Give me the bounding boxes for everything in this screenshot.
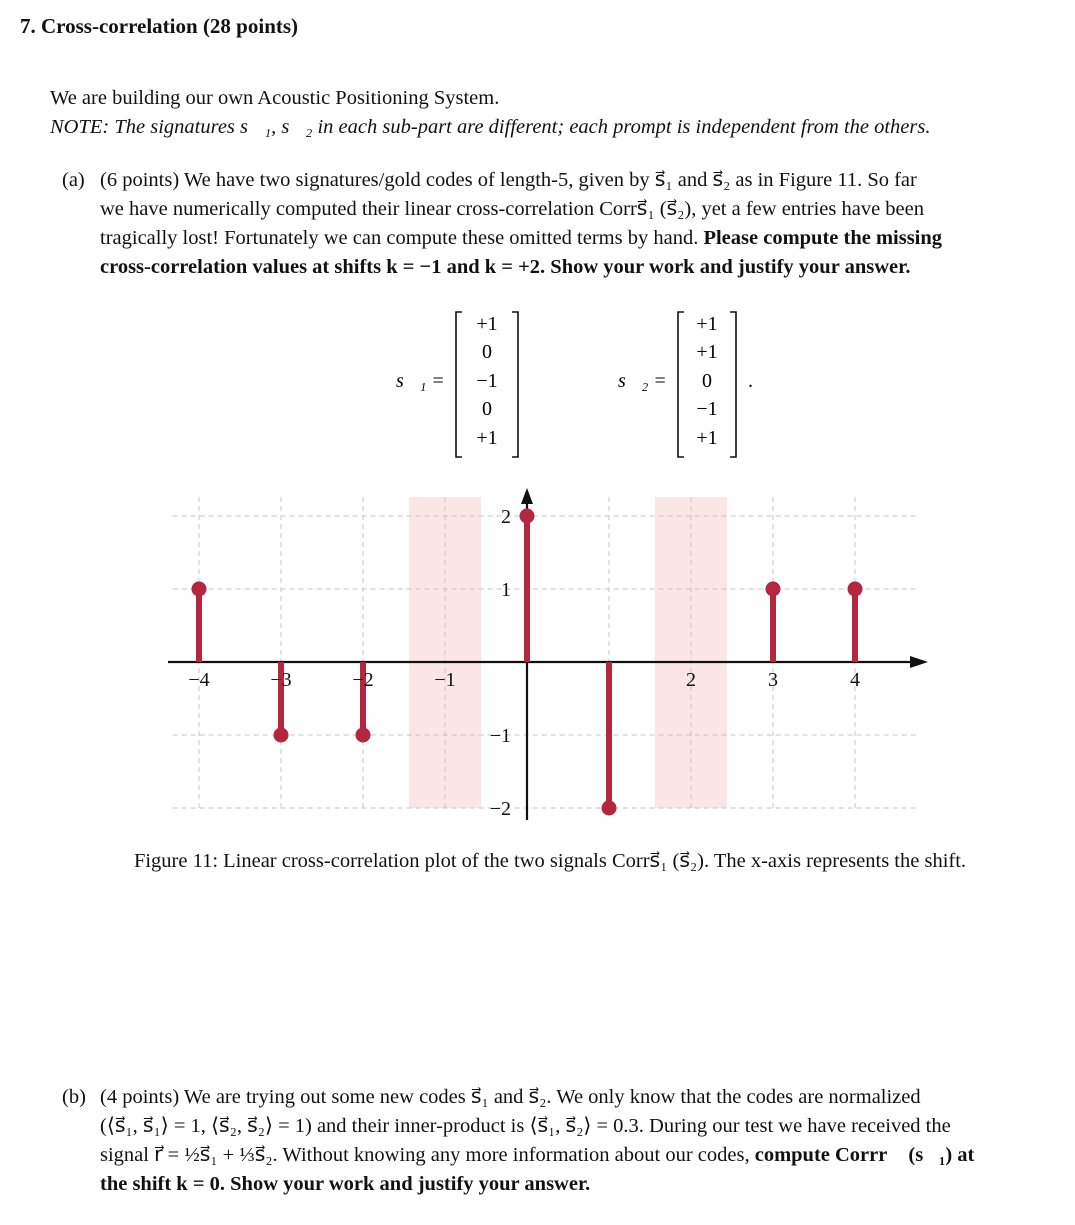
x-axis-arrow (910, 656, 928, 668)
part-a (62, 166, 1052, 282)
s1-entry: +1 (476, 313, 498, 335)
s1-label: s⃗₁ = (396, 370, 445, 392)
problem-heading: 7. Cross-correlation (28 points) (20, 14, 299, 38)
intro-line: We are building our own Acoustic Positioning System. (50, 87, 500, 109)
s2-entry: +1 (696, 427, 718, 449)
stem-marker (356, 728, 371, 743)
s1-entry: +1 (476, 427, 498, 449)
s2-entry: −1 (696, 398, 718, 420)
y-tick-label: −1 (489, 725, 511, 747)
missing-shift-highlights (409, 497, 727, 808)
stem-marker (192, 582, 207, 597)
y-tick-label: 2 (501, 506, 511, 528)
y-tick-label: −2 (489, 798, 511, 820)
part-b-line4: the shift k = 0. Show your work and justify your answer. (100, 1173, 591, 1195)
axes (168, 488, 928, 820)
part-a-line2: we have numerically computed their linear cross-correlation Corrs⃗₁ (s⃗₂), yet a few entries have been (100, 198, 924, 220)
s1-entries (476, 313, 497, 449)
s2-entry: +1 (696, 313, 718, 335)
s2-entries (696, 313, 717, 449)
problem-intro (50, 84, 931, 142)
vector-period: . (748, 370, 753, 392)
stem-marker (602, 801, 617, 816)
signature-vectors (0, 300, 1075, 470)
grid-lines (173, 497, 917, 808)
stem-marker (848, 582, 863, 597)
s2-entry: 0 (702, 370, 712, 392)
s2-label: s⃗₂ = (618, 370, 667, 392)
x-tick-label: −3 (270, 669, 292, 691)
s1-entry: −1 (476, 370, 498, 392)
stem-marker (520, 509, 535, 524)
s2-entry: +1 (696, 341, 718, 363)
part-b (62, 1083, 1052, 1199)
x-tick-label: −4 (188, 669, 210, 691)
part-b-line3: signal r⃗ = ½s⃗₁ + ⅓s⃗₂. Without knowing any more information about our codes, (100, 1144, 755, 1166)
part-a-label: (a) (62, 169, 85, 191)
part-a-line3-bold: Please compute the missing (703, 227, 943, 249)
part-a-line4: cross-correlation values at shifts k = −1 and k = +2. Show your work and justify your answer. (100, 256, 911, 278)
x-tick-label: −1 (434, 669, 456, 691)
part-b-label: (b) (62, 1086, 86, 1108)
y-axis-arrow (521, 488, 533, 504)
part-b-line3-bold: compute Corrr⃗ (s⃗₁) at (754, 1144, 975, 1166)
x-tick-label: −2 (352, 669, 374, 691)
part-b-line2: (⟨s⃗₁, s⃗₁⟩ = 1, ⟨s⃗₂, s⃗₂⟩ = 1) and their inner-product is ⟨s⃗₁, s⃗₂⟩ = 0.3. During our test we have received the (100, 1115, 951, 1137)
x-tick-label: 3 (768, 669, 778, 691)
part-b-line1: (4 points) We are trying out some new codes s⃗₁ and s⃗₂. We only know that the codes are normalized (100, 1086, 921, 1108)
stem-marker (766, 582, 781, 597)
x-tick-label: 2 (686, 669, 696, 691)
y-tick-label: 1 (501, 579, 511, 601)
s1-entry: 0 (482, 341, 492, 363)
cross-correlation-plot (0, 480, 1075, 835)
x-tick-label: 4 (850, 669, 860, 691)
stem-marker (274, 728, 289, 743)
intro-note: NOTE: The signatures s⃗₁, s⃗₂ in each sub-part are different; each prompt is independent from the others. (50, 116, 931, 138)
figure-caption: Figure 11: Linear cross-correlation plot of the two signals Corrs⃗₁ (s⃗₂). The x-axis represents the shift. (133, 850, 967, 872)
s1-entry: 0 (482, 398, 492, 420)
part-a-line1: (6 points) We have two signatures/gold codes of length-5, given by s⃗₁ and s⃗₂ as in Figure 11. So far (100, 169, 917, 191)
part-a-line3: tragically lost! Fortunately we can compute these omitted terms by hand. (100, 227, 704, 249)
